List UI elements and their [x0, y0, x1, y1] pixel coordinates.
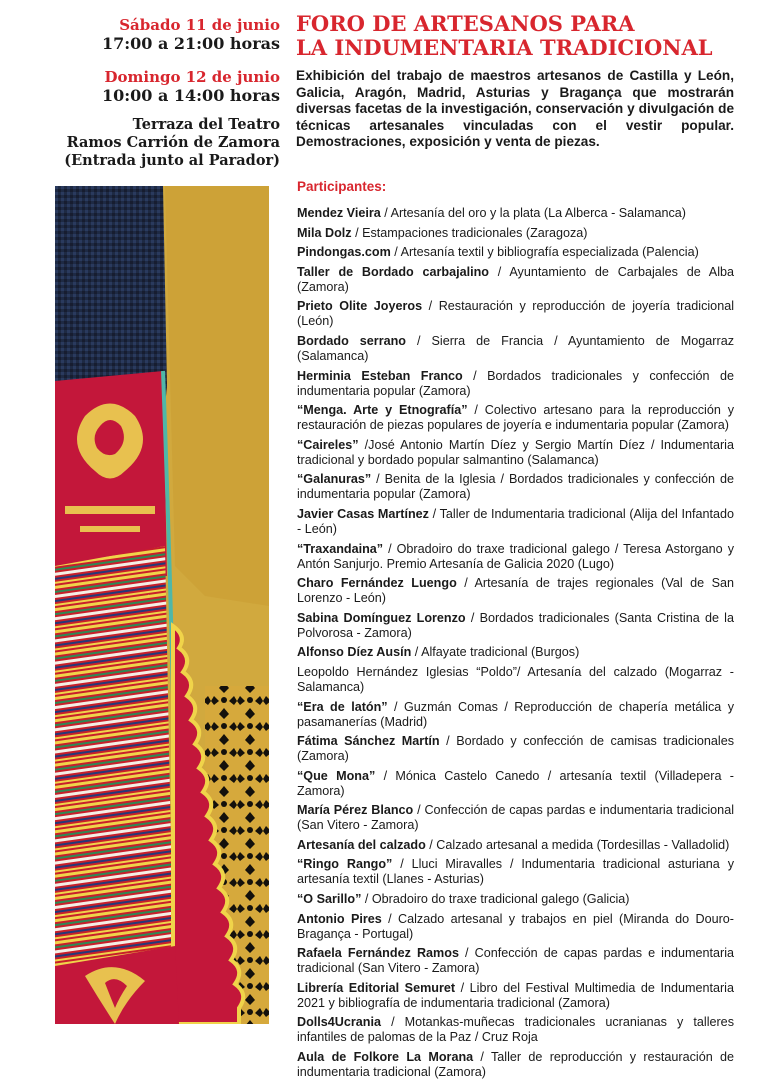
participants-list: [297, 206, 734, 1085]
participant-description: / Obradoiro do traxe tradicional galego / Teresa Astorgano y Antón Sanjurjo. Premio Artesanía de Galicia 2020 (Lugo): [297, 541, 734, 571]
list-item: [297, 700, 734, 730]
participant-name: “Menga. Arte y Etnografía”: [297, 403, 468, 418]
list-item: [297, 1015, 734, 1045]
participant-name: Pindongas.com: [297, 245, 391, 260]
participant-description: / Taller de Indumentaria tradicional (Alija del Infantado - León): [297, 506, 734, 536]
participant-description: / Taller de reproducción y restauración de indumentaria tradicional (Zamora): [297, 1050, 734, 1080]
list-item: [297, 226, 734, 241]
participant-description: / Guzmán Comas / Reproducción de chapería metálica y pasamanerías (Madrid): [297, 699, 734, 729]
list-item: [297, 369, 734, 399]
participant-description: / Confección de capas pardas e indumentaria tradicional (San Vitero - Zamora): [297, 946, 734, 976]
participant-description: / Benita de la Iglesia / Bordados tradicionales y confección de indumentaria popular (Zamora): [297, 472, 734, 502]
date-sunday: [0, 68, 280, 106]
time-label: 10:00 a 14:00 horas: [101, 86, 280, 105]
participant-description: / Artesanía de trajes regionales (Val de San Lorenzo - León): [297, 576, 734, 606]
list-item: [297, 892, 734, 907]
participant-name: Alfonso Díez Ausín: [297, 645, 412, 660]
participant-description: / Sierra de Francia / Ayuntamiento de Mogarraz (Salamanca): [297, 333, 734, 363]
participant-description: / Mónica Castelo Canedo / artesanía textil (Villadepera - Zamora): [297, 768, 735, 798]
participant-name: Javier Casas Martínez: [297, 506, 429, 521]
list-item: [297, 1050, 734, 1080]
list-item: [297, 438, 734, 468]
participant-name: Mila Dolz: [297, 225, 352, 240]
venue: [0, 116, 280, 170]
time-label: 17:00 a 21:00 horas: [101, 34, 280, 53]
participant-name: “Caireles”: [297, 437, 359, 452]
list-item: [297, 838, 734, 853]
intro-paragraph: Exhibición del trabajo de maestros artesanos de Castilla y León, Galicia, Aragón, Madrid, Asturias y Bragança que mostrarán diversas facetas de la investigación, conservación y divulgación de técnicas artesanales vinculadas con el vestir popular. Demostraciones, exposición y venta de piezas.: [296, 68, 734, 149]
venue-line: Terraza del Teatro: [132, 116, 280, 133]
list-item: [297, 665, 734, 695]
list-item: [297, 576, 734, 606]
participant-name: Sabina Domínguez Lorenzo: [297, 610, 466, 625]
list-item: [297, 645, 734, 660]
title-line: FORO DE ARTESANOS PARA: [296, 11, 635, 36]
participant-name: Prieto Olite Joyeros: [297, 299, 423, 314]
list-item: [297, 611, 734, 641]
participant-name: Fátima Sánchez Martín: [297, 734, 440, 749]
participant-description: / Libro del Festival Multimedia de Indumentaria 2021 y bibliografía de indumentaria tradicional (Zamora): [297, 980, 734, 1010]
participant-description: / Lluci Miravalles / Indumentaria tradicional asturiana y artesanía textil (Llanes - Asturias): [297, 857, 734, 887]
participant-description: / Obradoiro do traxe tradicional galego (Galicia): [361, 892, 630, 907]
participant-description: / Calzado artesanal a medida (Tordesillas - Valladolid): [425, 837, 730, 852]
participant-description: / Bordados tradicionales y confección de indumentaria popular (Zamora): [297, 368, 734, 398]
list-item: [297, 299, 734, 329]
list-item: [297, 265, 734, 295]
participant-description: /José Antonio Martín Díez y Sergio Martín Díez / Indumentaria tradicional y bordado popular salmantino (Salamanca): [297, 437, 734, 467]
list-item: [297, 946, 734, 976]
participant-description: / Estampaciones tradicionales (Zaragoza): [351, 225, 588, 240]
date-label: Domingo 12 de junio: [104, 68, 280, 86]
list-item: [297, 981, 734, 1011]
participant-name: Taller de Bordado carbajalino: [297, 264, 489, 279]
list-item: [297, 334, 734, 364]
participant-description: / Confección de capas pardas e indumentaria tradicional (San Vitero - Zamora): [297, 803, 734, 833]
participant-description: / Artesanía textil y bibliografía especializada (Palencia): [390, 245, 699, 260]
participant-description: / Ayuntamiento de Carbajales de Alba (Zamora): [297, 264, 734, 294]
participant-name: “Era de latón”: [297, 699, 388, 714]
participant-name: “Que Mona”: [297, 768, 376, 783]
participants-heading: Participantes:: [297, 179, 387, 194]
participant-name: “Traxandaina”: [297, 541, 384, 556]
date-saturday: [0, 16, 280, 54]
participant-description: Leopoldo Hernández Iglesias “Poldo”/ Artesanía del calzado (Mogarraz - Salamanca): [297, 664, 734, 694]
participant-name: Rafaela Fernández Ramos: [297, 946, 459, 961]
textile-photo: [55, 186, 269, 1024]
participant-description: / Colectivo artesano para la reproducción y restauración de piezas populares de joyería e indumentaria popular (Zamora): [297, 403, 734, 433]
participant-name: Herminia Esteban Franco: [297, 368, 463, 383]
venue-line: (Entrada junto al Parador): [64, 152, 280, 169]
title-line: LA INDUMENTARIA TRADICIONAL: [296, 35, 713, 60]
list-item: [297, 542, 734, 572]
participant-name: Mendez Vieira: [297, 206, 381, 220]
venue-line: Ramos Carrión de Zamora: [66, 134, 280, 151]
participant-name: “O Sarillo”: [297, 892, 362, 907]
participant-name: Antonio Pires: [297, 911, 382, 926]
list-item: [297, 734, 734, 764]
page-title: [296, 12, 756, 60]
participant-description: / Bordado y confección de camisas tradicionales (Zamora): [297, 734, 735, 764]
list-item: [297, 857, 734, 887]
participant-description: / Restauración y reproducción de joyería tradicional (León): [297, 299, 734, 329]
list-item: [297, 472, 734, 502]
list-item: [297, 245, 734, 260]
list-item: [297, 769, 734, 799]
participant-description: / Artesanía del oro y la plata (La Alberca - Salamanca): [380, 206, 686, 220]
list-item: [297, 403, 734, 433]
list-item: [297, 912, 734, 942]
list-item: [297, 206, 734, 221]
participant-name: “Galanuras”: [297, 472, 372, 487]
list-item: [297, 803, 734, 833]
participant-name: Artesanía del calzado: [297, 837, 426, 852]
participant-name: Bordado serrano: [297, 333, 406, 348]
participant-name: María Pérez Blanco: [297, 803, 414, 818]
participant-description: / Alfayate tradicional (Burgos): [411, 645, 580, 660]
date-label: Sábado 11 de junio: [119, 16, 280, 34]
participant-description: / Bordados tradicionales (Santa Cristina de la Polvorosa - Zamora): [297, 610, 734, 640]
textile-illustration: [55, 186, 269, 1024]
participant-name: Charo Fernández Luengo: [297, 576, 457, 591]
participant-name: Aula de Folkore La Morana: [297, 1050, 474, 1065]
participant-description: / Motankas-muñecas tradicionales ucranianas y talleres infantiles de palomas de la Paz / Cruz Roja: [297, 1015, 734, 1045]
participant-name: Librería Editorial Semuret: [297, 980, 456, 995]
participant-description: / Calzado artesanal y trabajos en piel (Miranda do Douro-Bragança - Portugal): [297, 911, 734, 941]
list-item: [297, 507, 734, 537]
participant-name: Dolls4Ucrania: [297, 1015, 381, 1030]
participant-name: “Ringo Rango”: [297, 857, 393, 872]
